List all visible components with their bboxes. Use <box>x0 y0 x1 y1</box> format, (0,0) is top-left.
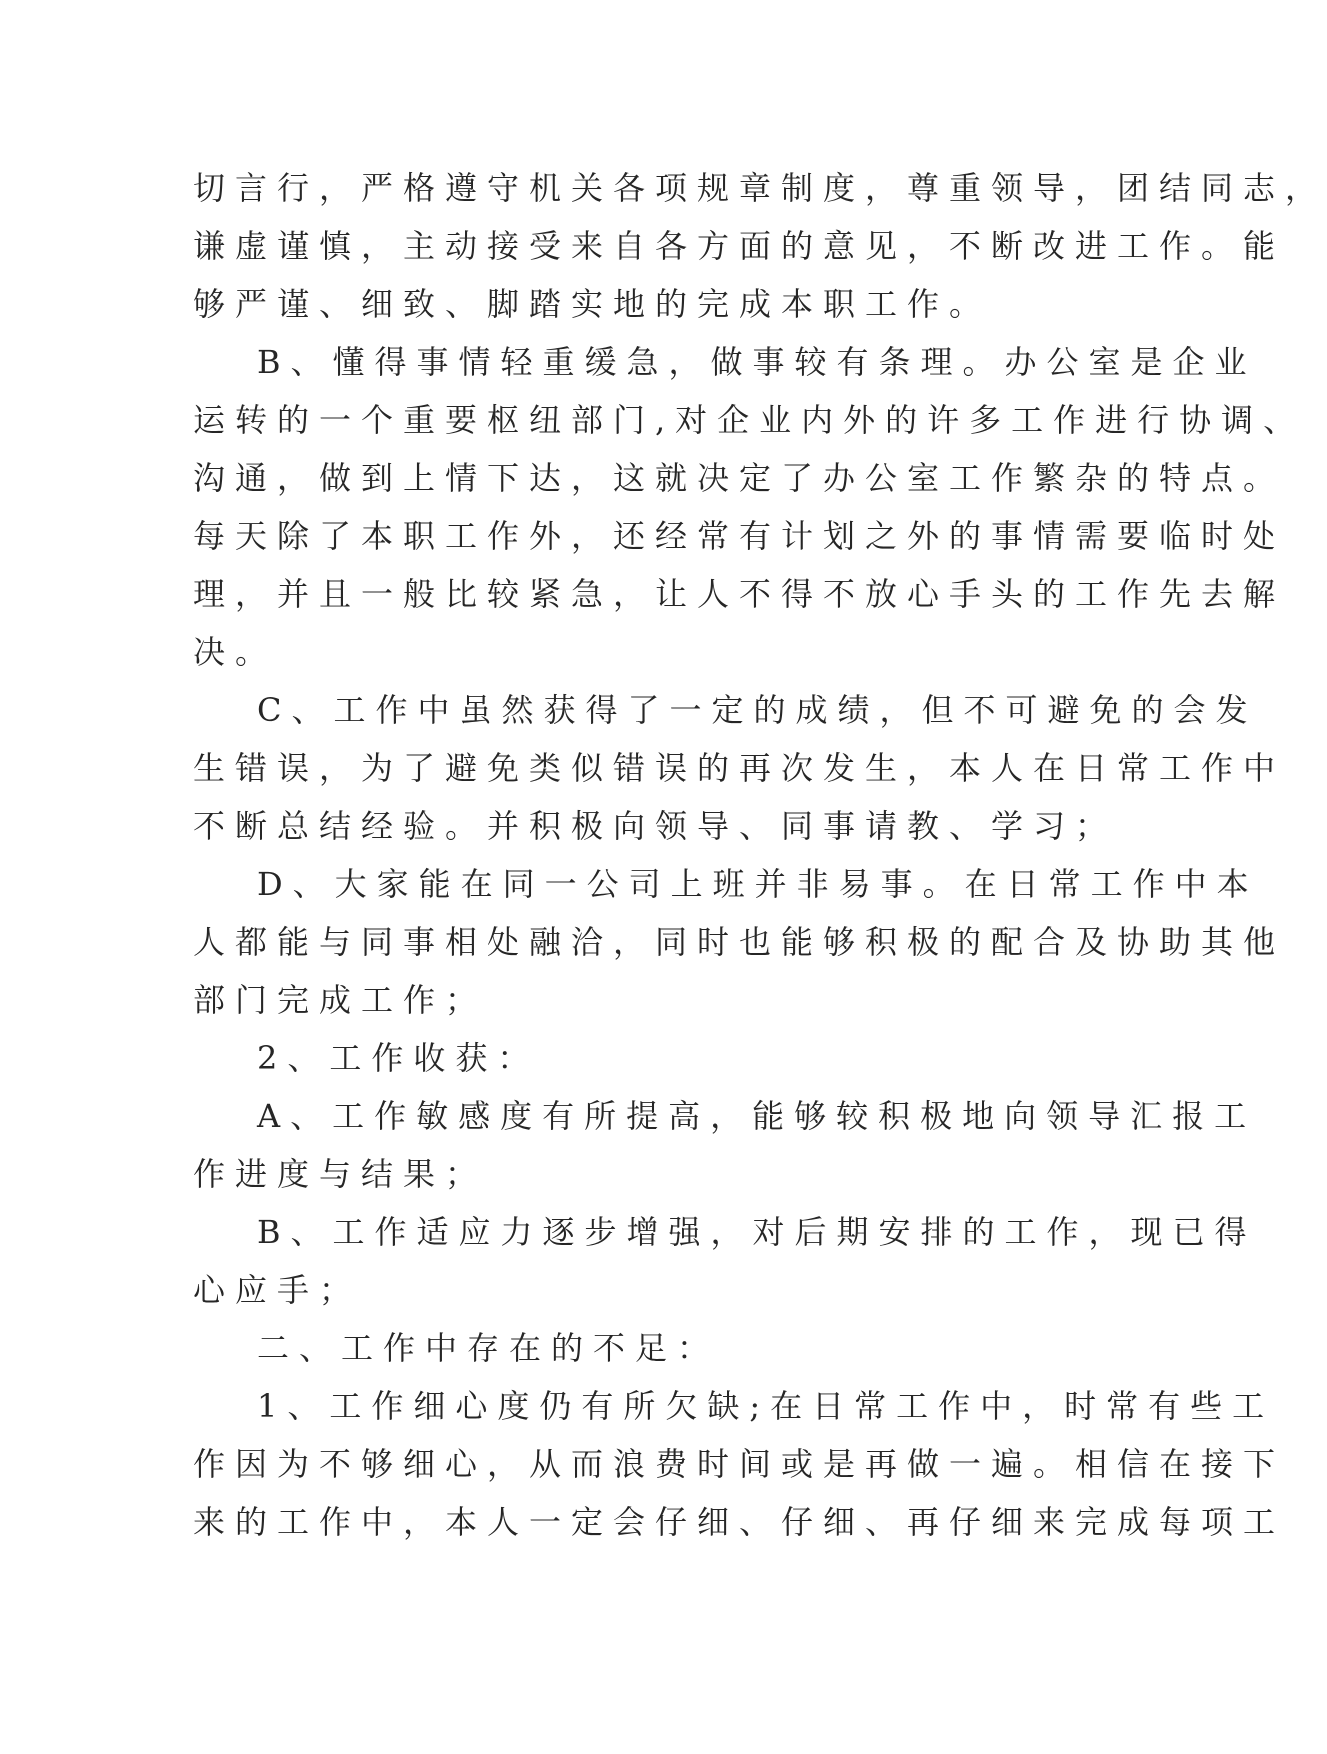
text-line: 每天除了本职工作外，还经常有计划之外的事情需要临时处 <box>193 517 1286 555</box>
text-line: 够严谨、细致、脚踏实地的完成本职工作。 <box>193 285 992 323</box>
text-line: 来的工作中，本人一定会仔细、仔细、再仔细来完成每项工 <box>193 1503 1286 1541</box>
text-line: B、懂得事情轻重缓急，做事较有条理。办公室是企业 <box>257 343 1257 381</box>
text-line: 不断总结经验。并积极向领导、同事请教、学习； <box>193 807 1118 845</box>
text-line: 人都能与同事相处融洽，同时也能够积极的配合及协助其他 <box>193 923 1286 961</box>
text-line: 理，并且一般比较紧急，让人不得不放心手头的工作先去解 <box>193 575 1286 613</box>
text-line: B、工作适应力逐步增强，对后期安排的工作，现已得 <box>257 1213 1257 1251</box>
section-heading: 二、工作中存在的不足： <box>257 1329 720 1367</box>
text-line: 心应手； <box>193 1271 362 1309</box>
text-line: 运转的一个重要枢纽部门,对企业内外的许多工作进行协调、 <box>193 401 1306 439</box>
text-line: C、工作中虽然获得了一定的成绩，但不可避免的会发 <box>257 691 1258 729</box>
text-line: 决。 <box>193 633 278 671</box>
text-line: 沟通，做到上情下达，这就决定了办公室工作繁杂的特点。 <box>193 459 1286 497</box>
text-line: 作进度与结果； <box>193 1155 488 1193</box>
text-line: 切言行，严格遵守机关各项规章制度，尊重领导，团结同志， <box>193 169 1327 207</box>
text-line: A、工作敏感度有所提高，能够较积极地向领导汇报工 <box>257 1097 1257 1135</box>
body-text <box>193 159 1327 1551</box>
text-line: 作因为不够细心，从而浪费时间或是再做一遍。相信在接下 <box>193 1445 1286 1483</box>
text-line: 生错误，为了避免类似错误的再次发生，本人在日常工作中 <box>193 749 1286 787</box>
text-line: 部门完成工作； <box>193 981 488 1019</box>
text-line: D、大家能在同一公司上班并非易事。在日常工作中本 <box>257 865 1259 903</box>
text-line: 1、工作细心度仍有所欠缺;在日常工作中，时常有些工 <box>257 1387 1275 1425</box>
section-heading: 2、工作收获： <box>257 1039 540 1077</box>
text-line: 谦虚谨慎，主动接受来自各方面的意见，不断改进工作。能 <box>193 227 1286 265</box>
